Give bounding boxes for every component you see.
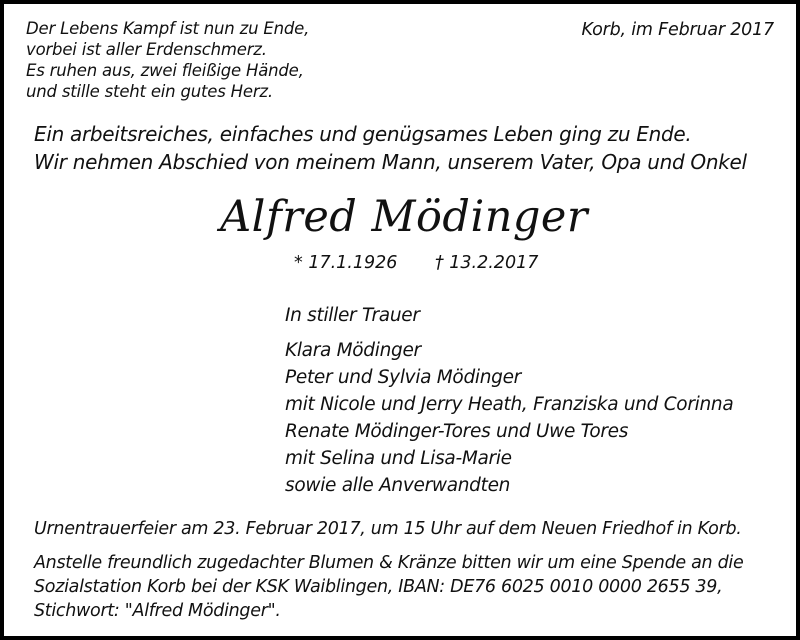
life-dates	[294, 251, 538, 275]
poem-line: vorbei ist aller Erdenschmerz.	[26, 40, 267, 59]
intro-text	[34, 120, 747, 176]
intro-line: Wir nehmen Abschied von meinem Mann, unserem Vater, Opa und Onkel	[34, 150, 747, 174]
poem-line: und stille steht ein gutes Herz.	[26, 82, 273, 101]
mourner-line: mit Selina und Lisa-Marie	[285, 448, 512, 469]
mourner-line: mit Nicole und Jerry Heath, Franziska und Corinna	[285, 394, 734, 415]
poem-line: Der Lebens Kampf ist nun zu Ende,	[26, 19, 310, 38]
ceremony-info: Urnentrauerfeier am 23. Februar 2017, um 15 Uhr auf dem Neuen Friedhof in Korb.	[34, 519, 742, 539]
mourners-block	[285, 302, 733, 499]
donation-line: Sozialstation Korb bei der KSK Waiblingen, IBAN: DE76 6025 0010 0000 2655 39,	[34, 577, 723, 597]
place-and-date: Korb, im Februar 2017	[581, 20, 774, 40]
poem-line: Es ruhen aus, zwei fleißige Hände,	[26, 61, 304, 80]
mourner-line: Renate Mödinger-Tores und Uwe Tores	[285, 421, 629, 442]
mourner-line: Peter und Sylvia Mödinger	[285, 367, 521, 388]
mourner-line: Klara Mödinger	[285, 340, 421, 361]
mourner-line: sowie alle Anverwandten	[285, 475, 511, 496]
death-date: † 13.2.2017	[434, 253, 539, 273]
mourning-heading: In stiller Trauer	[285, 305, 420, 326]
intro-line: Ein arbeitsreiches, einfaches und genügsames Leben ging zu Ende.	[34, 122, 692, 146]
memorial-poem	[26, 18, 309, 102]
donation-request	[34, 551, 743, 623]
birth-date: * 17.1.1926	[294, 253, 398, 273]
donation-line: Anstelle freundlich zugedachter Blumen & Kränze bitten wir um eine Spende an die	[34, 553, 744, 573]
deceased-name: Alfred Mödinger	[220, 192, 588, 242]
donation-line: Stichwort: "Alfred Mödinger".	[34, 601, 281, 621]
